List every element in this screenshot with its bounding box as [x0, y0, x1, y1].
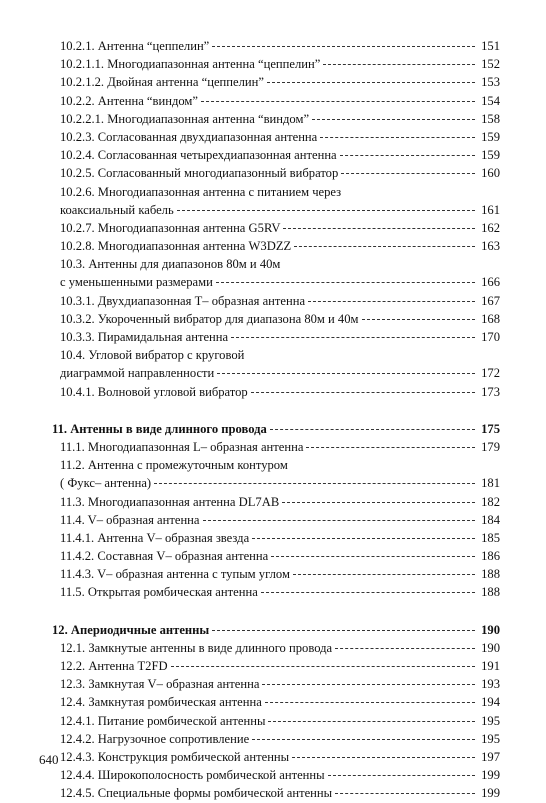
toc-page-number: 190 [481, 622, 500, 637]
toc-leader-dashes [203, 520, 475, 521]
toc-leader-dashes [171, 666, 475, 667]
toc-page-number: 195 [481, 731, 500, 746]
toc-leader-dashes [271, 556, 475, 557]
toc-entry-title: с уменьшенными размерами [60, 275, 213, 290]
toc-leader-dashes [252, 739, 475, 740]
toc-row[interactable] [60, 383, 500, 401]
toc-row[interactable] [60, 73, 500, 91]
toc-leader-dashes [268, 721, 475, 722]
toc-entry-title: 12.4.2. Нагрузочное сопротивление [60, 731, 250, 746]
toc-leader-dashes [177, 210, 475, 211]
toc-page-number: 185 [481, 530, 500, 545]
toc-leader-dashes [293, 574, 475, 575]
toc-leader-dashes [335, 793, 475, 794]
toc-page-number: 190 [481, 640, 500, 655]
toc-leader-dashes [216, 282, 475, 283]
toc-entry-title: 12.4.1. Питание ромбической антенны [60, 713, 266, 728]
toc-leader-dashes [308, 301, 475, 302]
toc-page-number: 154 [481, 93, 500, 108]
toc-page-number: 151 [481, 39, 500, 53]
toc-page-number: 199 [481, 768, 500, 783]
toc-row[interactable] [60, 328, 500, 346]
toc-row[interactable] [60, 766, 500, 784]
toc-page-number: 158 [481, 111, 500, 126]
toc-page-number: 159 [481, 129, 500, 144]
toc-entry-title: 10.2.2. Антенна “виндом” [60, 93, 198, 108]
toc-leader-dashes [201, 101, 475, 102]
toc-entry-title: 10.2.1. Антенна “цеппелин” [60, 39, 210, 53]
toc-leader-dashes [282, 502, 475, 503]
toc-leader-dashes [323, 64, 475, 65]
toc-entry-title: 11.4.2. Составная V– образная антенна [60, 549, 269, 564]
toc-entry-title: диаграммой направленности [60, 366, 215, 381]
toc-entry-title: 10.4. Угловой вибратор с круговой [60, 348, 245, 363]
toc-entry-title: 11.3. Многодиапазонная антенна DL7AB [60, 494, 280, 509]
toc-page-number: 162 [481, 220, 500, 235]
toc-row[interactable] [60, 364, 500, 382]
toc-leader-dashes [261, 592, 475, 593]
toc-row[interactable] [60, 712, 500, 730]
toc-row[interactable] [60, 583, 500, 601]
toc-entry-title: 11.2. Антенна с промежуточным контуром [60, 458, 288, 473]
toc-row[interactable] [60, 693, 500, 711]
toc-entry-title: 10.2.7. Многодиапазонная антенна G5RV [60, 220, 281, 235]
toc-leader-dashes [328, 775, 475, 776]
section-gap [60, 602, 500, 621]
toc-row[interactable] [60, 183, 500, 201]
toc-leader-dashes [251, 392, 475, 393]
toc-entry-title: 10.2.1.1. Многодиапазонная антенна “цеппелин” [60, 57, 321, 72]
toc-row[interactable] [60, 748, 500, 766]
toc-entry-title: 12.3. Замкнутая V– образная антенна [60, 677, 260, 692]
toc-chapter-row[interactable] [52, 621, 500, 639]
toc-page-number: 191 [481, 659, 500, 673]
toc-row[interactable] [60, 255, 500, 273]
toc-chapter-row[interactable] [52, 420, 500, 438]
toc-entry-title: 12.4.4. Широкополосность ромбической антенны [60, 768, 325, 783]
toc-row[interactable] [60, 657, 500, 675]
toc-row[interactable] [60, 456, 500, 474]
toc-entry-title: 10.3.3. Пирамидальная антенна [60, 330, 229, 344]
toc-row[interactable] [60, 511, 500, 529]
toc-entry-title: 11.4. V– образная антенна [60, 512, 200, 527]
toc-leader-dashes [265, 702, 475, 703]
toc-row[interactable] [60, 201, 500, 219]
toc-page-number: 179 [481, 439, 500, 454]
toc-entry-title: 12.4.5. Специальные формы ромбической антенны [60, 786, 333, 801]
toc-leader-dashes [283, 228, 475, 229]
toc-leader-dashes [262, 684, 475, 685]
toc-entry-title: 10.3. Антенны для диапазонов 80м и 40м [60, 257, 281, 272]
toc-entry-title: 10.2.2.1. Многодиапазонная антенна “виндом” [60, 111, 310, 126]
toc-entry-title: 10.2.1.2. Двойная антенна “цеппелин” [60, 75, 264, 90]
toc-row[interactable] [60, 639, 500, 657]
toc-page-number: 188 [481, 567, 500, 582]
toc-row[interactable] [60, 146, 500, 164]
toc-page-number: 182 [481, 494, 500, 509]
toc-entry-title: ( Фукс– антенна) [60, 476, 152, 491]
toc-leader-dashes [252, 538, 475, 539]
toc-page-number: 168 [481, 311, 500, 326]
toc-row[interactable] [60, 92, 500, 110]
toc-page-number: 160 [481, 166, 500, 181]
toc-page-number: 199 [481, 786, 500, 801]
toc-leader-dashes [312, 119, 475, 120]
toc-leader-dashes [212, 46, 475, 47]
toc-leader-dashes [340, 155, 475, 156]
toc-row[interactable] [60, 37, 500, 55]
toc-leader-dashes [231, 337, 475, 338]
toc-leader-dashes [306, 447, 475, 448]
toc-row[interactable] [60, 565, 500, 583]
toc-row[interactable] [60, 128, 500, 146]
toc-entry-title: 10.2.6. Многодиапазонная антенна с питанием через [60, 184, 342, 199]
toc-leader-dashes [217, 373, 475, 374]
toc-row[interactable] [60, 346, 500, 364]
toc-row[interactable] [60, 438, 500, 456]
toc-entry-title: 11. Антенны в виде длинного провода [52, 421, 267, 436]
toc-entry-title: 10.3.1. Двухдиапазонная Т– образная антенна [60, 293, 306, 308]
toc-row[interactable] [60, 164, 500, 182]
toc-leader-dashes [294, 246, 475, 247]
toc-page-number: 186 [481, 549, 500, 564]
toc-page-number: 193 [481, 677, 500, 692]
toc-entry-title: коаксиальный кабель [60, 202, 174, 217]
toc-leader-dashes [267, 82, 475, 83]
toc-row[interactable] [60, 730, 500, 748]
toc-entry-title: 12.4. Замкнутая ромбическая антенна [60, 695, 262, 710]
toc-row[interactable] [60, 474, 500, 492]
toc-page-number: 167 [481, 293, 500, 308]
toc-entry-title: 12.1. Замкнутые антенны в виде длинного провода [60, 640, 333, 655]
toc-page-number: 173 [481, 384, 500, 399]
toc-row[interactable] [60, 529, 500, 547]
page-number: 640 [39, 752, 59, 767]
toc-row[interactable] [60, 237, 500, 255]
toc-page-number: 197 [481, 749, 500, 764]
toc-entry-title: 10.4.1. Волновой угловой вибратор [60, 384, 248, 399]
toc-entry-title: 12.2. Антенна T2FD [60, 659, 168, 673]
toc-page-number: 163 [481, 239, 500, 254]
toc-row[interactable] [60, 273, 500, 291]
table-of-contents [52, 37, 500, 803]
toc-leader-dashes [154, 483, 475, 484]
toc-page-number: 175 [481, 421, 500, 436]
toc-entry-title: 12.4.3. Конструкция ромбической антенны [60, 749, 290, 764]
toc-row[interactable] [60, 292, 500, 310]
toc-leader-dashes [341, 173, 475, 174]
toc-leader-dashes [335, 648, 475, 649]
toc-leader-dashes [292, 757, 475, 758]
section-gap [60, 401, 500, 420]
toc-page-number: 170 [481, 330, 500, 344]
toc-row[interactable] [60, 493, 500, 511]
toc-row[interactable] [60, 55, 500, 73]
toc-entry-title: 11.5. Открытая ромбическая антенна [60, 585, 258, 600]
toc-row[interactable] [60, 547, 500, 565]
toc-page-number: 184 [481, 512, 500, 527]
toc-entry-title: 12. Апериодичные антенны [52, 622, 210, 637]
toc-row[interactable] [60, 675, 500, 693]
toc-page-number: 172 [481, 366, 500, 381]
toc-entry-title: 10.2.8. Многодиапазонная антенна W3DZZ [60, 239, 292, 254]
toc-entry-title: 10.2.3. Согласованная двухдиапазонная антенна [60, 129, 318, 144]
toc-row[interactable] [60, 110, 500, 128]
toc-leader-dashes [320, 137, 475, 138]
toc-leader-dashes [270, 429, 475, 430]
toc-row[interactable] [60, 310, 500, 328]
toc-page-number: 194 [481, 695, 500, 710]
toc-page-number: 152 [481, 57, 500, 72]
toc-entry-title: 11.1. Многодиапазонная L– образная антенна [60, 439, 304, 454]
toc-entry-title: 10.3.2. Укороченный вибратор для диапазона 80м и 40м [60, 311, 359, 326]
toc-page-number: 153 [481, 75, 500, 90]
toc-entry-title: 10.2.4. Согласованная четырехдиапазонная антенна [60, 148, 337, 163]
toc-page-number: 188 [481, 585, 500, 600]
toc-entry-title: 11.4.3. V– образная антенна с тупым углом [60, 567, 290, 582]
toc-page-number: 195 [481, 713, 500, 728]
toc-page-number: 181 [481, 476, 500, 491]
toc-page-number: 161 [481, 202, 500, 217]
toc-leader-dashes [362, 319, 476, 320]
toc-page-number: 166 [481, 275, 500, 290]
toc-page-number: 159 [481, 148, 500, 163]
toc-leader-dashes [212, 630, 475, 631]
toc-row[interactable] [60, 219, 500, 237]
toc-entry-title: 11.4.1. Антенна V– образная звезда [60, 530, 250, 545]
toc-entry-title: 10.2.5. Согласованный многодиапазонный вибратор [60, 166, 339, 181]
